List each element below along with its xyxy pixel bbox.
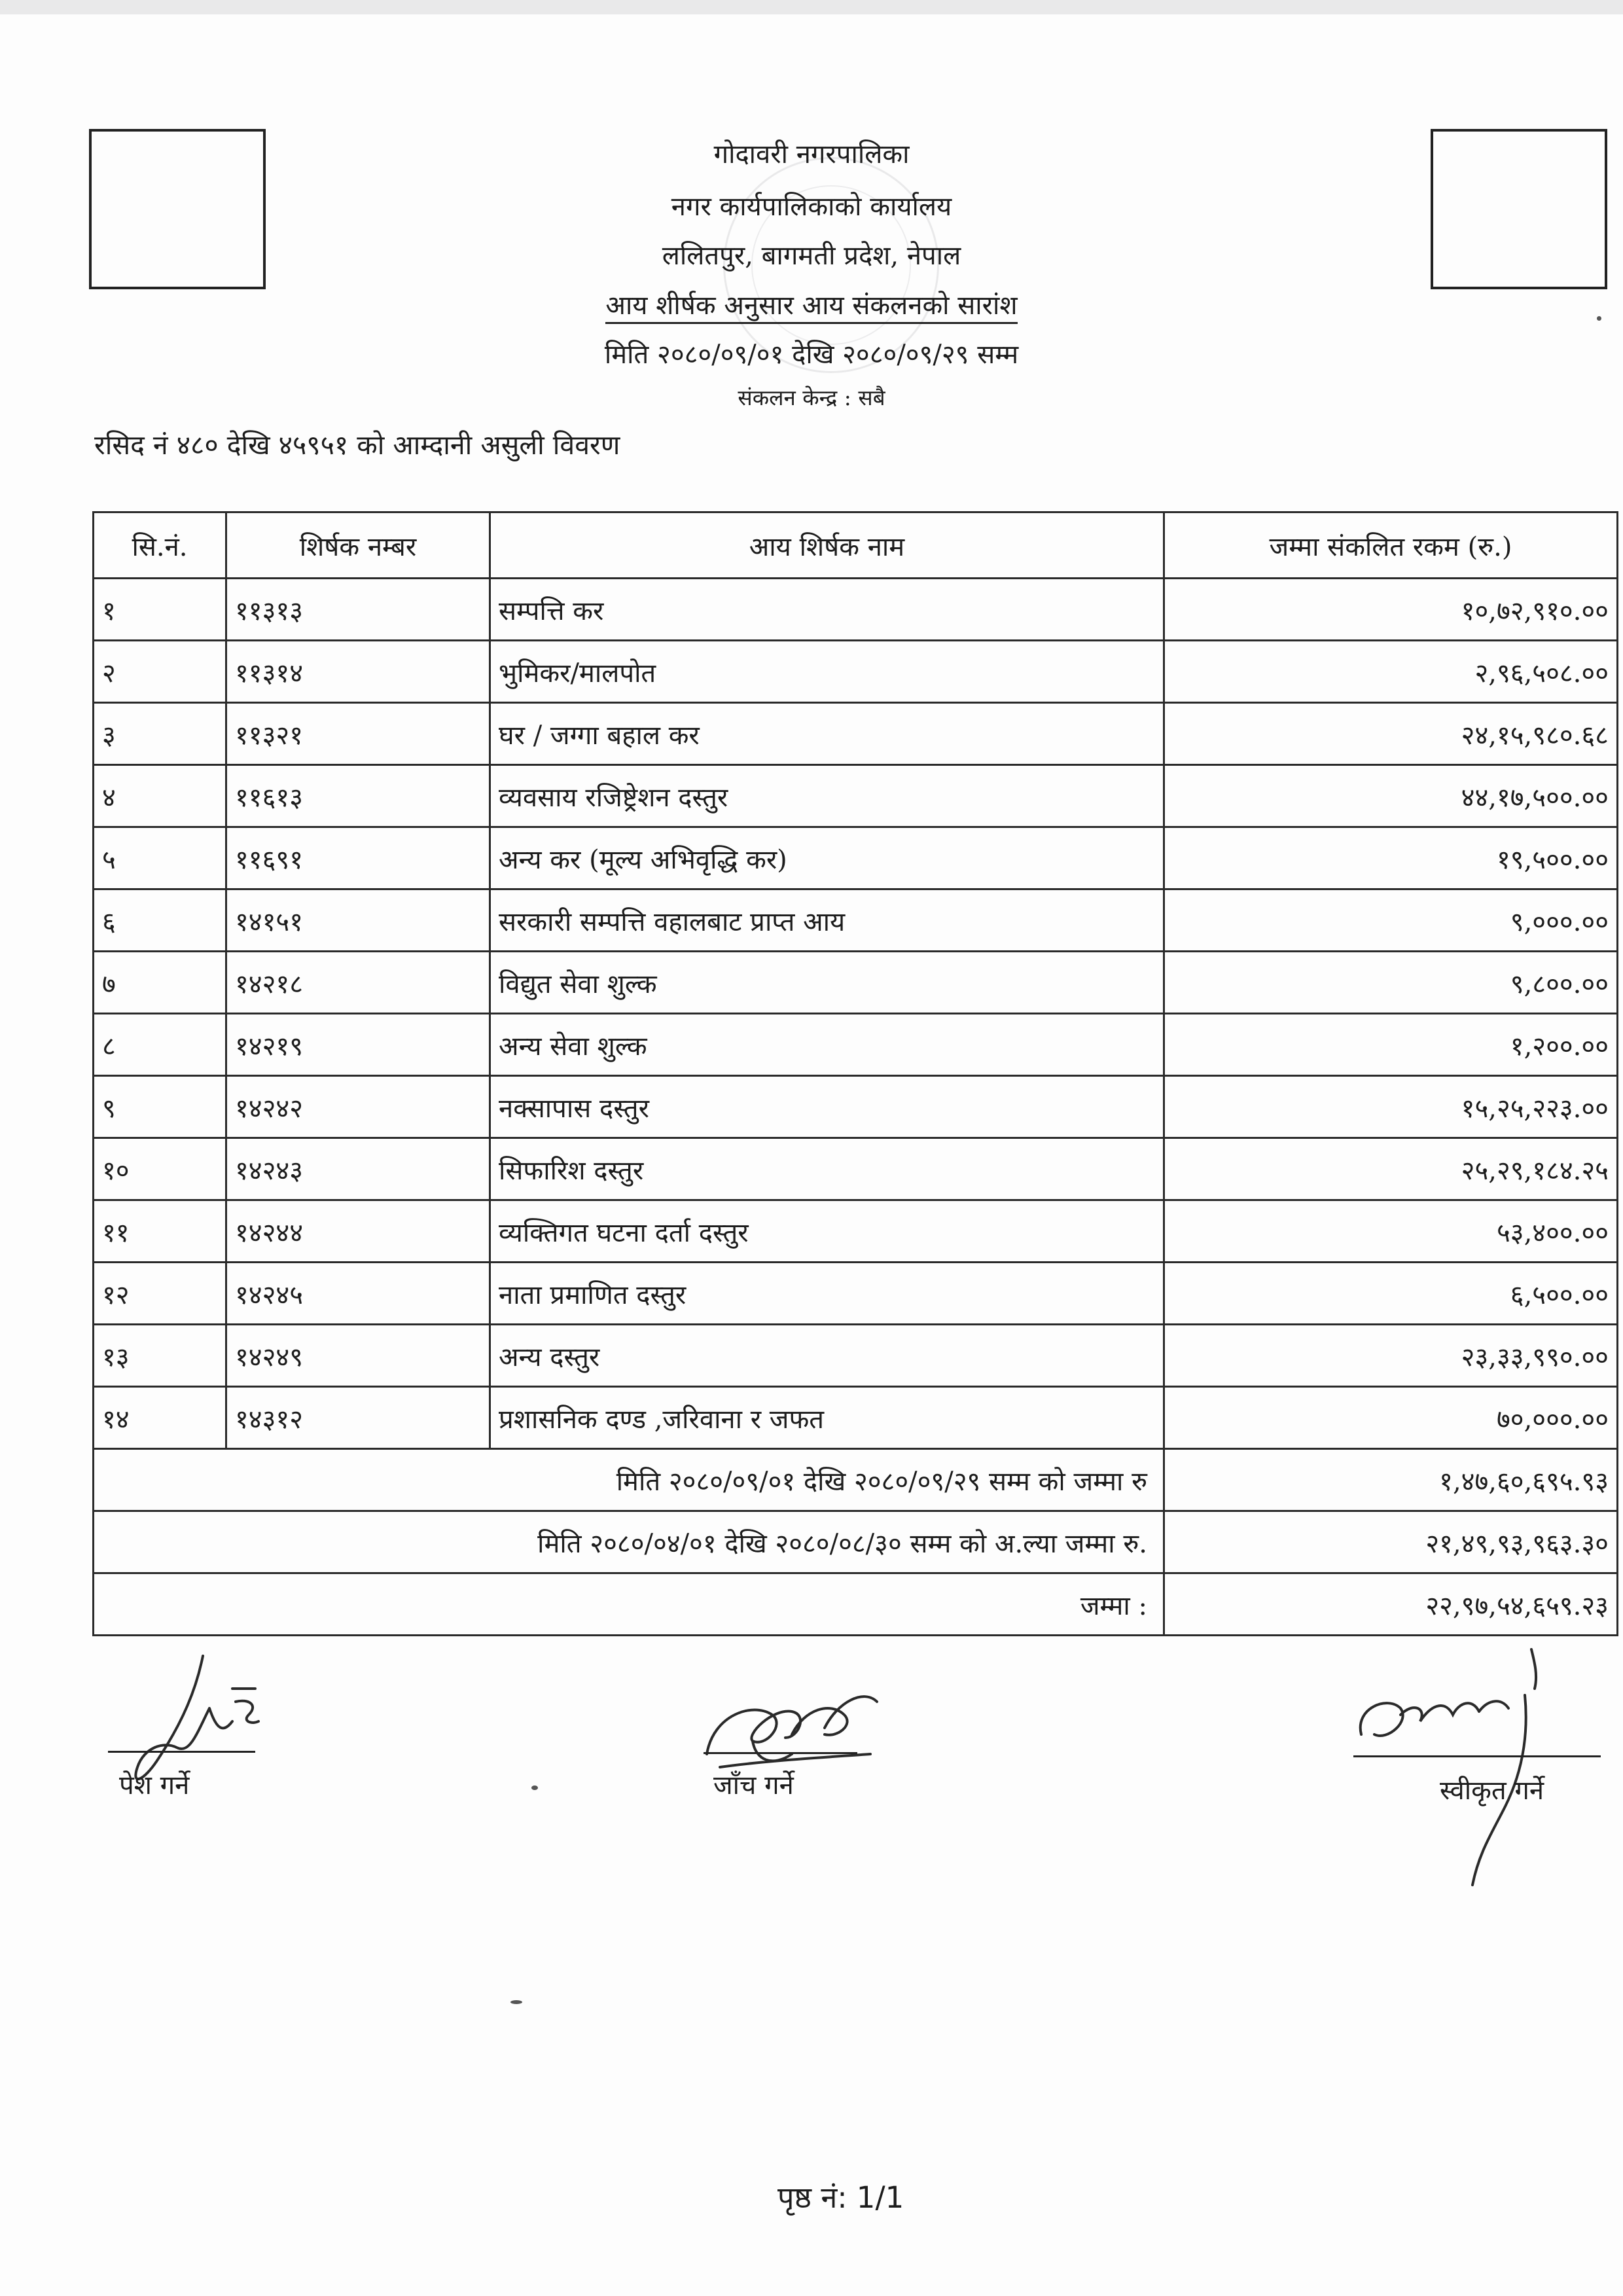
summary-row-previous-period	[94, 1511, 1618, 1573]
row-code: १४१५१	[226, 889, 490, 952]
row-amount: ६,५००.००	[1164, 1263, 1618, 1325]
row-amount: १९,५००.००	[1164, 827, 1618, 889]
table-row	[94, 1014, 1618, 1076]
row-code: ११६१३	[226, 765, 490, 827]
table-row	[94, 765, 1618, 827]
row-amount: १,२००.००	[1164, 1014, 1618, 1076]
table-row	[94, 579, 1618, 641]
approved-by-label: स्वीकृत गर्ने	[1440, 1776, 1544, 1806]
column-header-sn: सि.नं.	[94, 512, 226, 579]
row-amount: ४४,१७,५००.००	[1164, 765, 1618, 827]
table-header-row	[94, 512, 1618, 579]
row-code: ११६९१	[226, 827, 490, 889]
row-amount: ५३,४००.००	[1164, 1200, 1618, 1263]
page-number: पृष्ठ नं: 1/1	[777, 2180, 904, 2215]
row-code: १४२१९	[226, 1014, 490, 1076]
prepared-by-line	[108, 1751, 255, 1753]
table-row	[94, 889, 1618, 952]
grand-total-amount: २२,९७,५४,६५९.२३	[1164, 1573, 1618, 1636]
row-sn: १२	[94, 1263, 226, 1325]
row-name: व्यवसाय रजिष्ट्रेशन दस्तुर	[490, 765, 1164, 827]
prepared-by-label: पेश गर्ने	[119, 1770, 190, 1801]
row-sn: २	[94, 641, 226, 703]
row-name: भुमिकर/मालपोत	[490, 641, 1164, 703]
department-name: नगर कार्यपालिकाको कार्यालय	[671, 192, 952, 222]
grand-total-label: जम्मा :	[94, 1573, 1164, 1636]
row-sn: ३	[94, 703, 226, 765]
row-amount: १०,७२,९१०.००	[1164, 579, 1618, 641]
row-code: १४२४९	[226, 1325, 490, 1387]
row-name: घर / जग्गा बहाल कर	[490, 703, 1164, 765]
document-subtitle: आय शीर्षक अनुसार आय संकलनको सारांश	[0, 286, 1623, 325]
scan-speck	[531, 1785, 538, 1790]
row-amount: ९,८००.००	[1164, 952, 1618, 1014]
row-code: १४२४२	[226, 1076, 490, 1138]
row-name: सरकारी सम्पत्ति वहालबाट प्राप्त आय	[490, 889, 1164, 952]
row-name: नक्सापास दस्तुर	[490, 1076, 1164, 1138]
row-name: अन्य दस्तुर	[490, 1325, 1164, 1387]
table-row	[94, 1076, 1618, 1138]
scan-top-edge	[0, 0, 1623, 14]
row-code: १४२१८	[226, 952, 490, 1014]
row-name: नाता प्रमाणित दस्तुर	[490, 1263, 1164, 1325]
table-row	[94, 1138, 1618, 1200]
scan-speck	[1597, 316, 1601, 321]
row-sn: ४	[94, 765, 226, 827]
table-row	[94, 1387, 1618, 1449]
row-amount: ७०,०००.००	[1164, 1387, 1618, 1449]
summary-amount: १,४७,६०,६९५.९३	[1164, 1449, 1618, 1511]
table-row	[94, 952, 1618, 1014]
row-amount: ९,०००.००	[1164, 889, 1618, 952]
income-summary-table	[92, 511, 1618, 1636]
date-range: मिति २०८०/०९/०१ देखि २०८०/०९/२९ सम्म	[604, 340, 1019, 370]
column-header-code: शिर्षक नम्बर	[226, 512, 490, 579]
table-row	[94, 827, 1618, 889]
table-row	[94, 1200, 1618, 1263]
summary-amount: २१,४९,९३,९६३.३०	[1164, 1511, 1618, 1573]
row-amount: २४,१५,९८०.६८	[1164, 703, 1618, 765]
table-row	[94, 1263, 1618, 1325]
row-name: अन्य कर (मूल्य अभिवृद्धि कर)	[490, 827, 1164, 889]
summary-row-current-period	[94, 1449, 1618, 1511]
column-header-name: आय शिर्षक नाम	[490, 512, 1164, 579]
collection-center: संकलन केन्द्र : सबै	[738, 385, 885, 410]
row-name: विद्युत सेवा शुल्क	[490, 952, 1164, 1014]
scan-speck	[510, 2000, 522, 2004]
checked-by-line	[704, 1752, 857, 1754]
summary-row-grand-total	[94, 1573, 1618, 1636]
row-name: सिफारिश दस्तुर	[490, 1138, 1164, 1200]
row-amount: २,९६,५०८.००	[1164, 641, 1618, 703]
row-name: प्रशासनिक दण्ड ,जरिवाना र जफत	[490, 1387, 1164, 1449]
table-row	[94, 1325, 1618, 1387]
row-code: १४२४३	[226, 1138, 490, 1200]
row-name: सम्पत्ति कर	[490, 579, 1164, 641]
row-amount: २५,२९,१८४.२५	[1164, 1138, 1618, 1200]
row-sn: ६	[94, 889, 226, 952]
office-address: ललितपुर, बागमती प्रदेश, नेपाल	[662, 241, 961, 271]
row-sn: १४	[94, 1387, 226, 1449]
row-name: अन्य सेवा शुल्क	[490, 1014, 1164, 1076]
row-amount: १५,२५,२२३.००	[1164, 1076, 1618, 1138]
row-code: १४२४५	[226, 1263, 490, 1325]
approved-by-line	[1353, 1755, 1601, 1757]
row-code: ११३१३	[226, 579, 490, 641]
row-sn: १	[94, 579, 226, 641]
row-amount: २३,३३,९९०.००	[1164, 1325, 1618, 1387]
row-sn: १३	[94, 1325, 226, 1387]
row-sn: ११	[94, 1200, 226, 1263]
row-code: १४३१२	[226, 1387, 490, 1449]
receipt-range-line: रसिद नं ४८० देखि ४५९५१ को आम्दानी असुली विवरण	[94, 429, 620, 461]
row-sn: ८	[94, 1014, 226, 1076]
row-sn: ९	[94, 1076, 226, 1138]
row-sn: ५	[94, 827, 226, 889]
row-code: ११३२१	[226, 703, 490, 765]
office-name: गोदावरी नगरपालिका	[713, 139, 910, 170]
row-sn: १०	[94, 1138, 226, 1200]
column-header-amount: जम्मा संकलित रकम (रु.)	[1164, 512, 1618, 579]
row-sn: ७	[94, 952, 226, 1014]
checked-by-label: जाँच गर्ने	[713, 1770, 794, 1801]
row-name: व्यक्तिगत घटना दर्ता दस्तुर	[490, 1200, 1164, 1263]
summary-label: मिति २०८०/०९/०१ देखि २०८०/०९/२९ सम्म को जम्मा रु	[94, 1449, 1164, 1511]
table-row	[94, 641, 1618, 703]
summary-label: मिति २०८०/०४/०१ देखि २०८०/०८/३० सम्म को अ.ल्या जम्मा रु.	[94, 1511, 1164, 1573]
row-code: ११३१४	[226, 641, 490, 703]
table-row	[94, 703, 1618, 765]
row-code: १४२४४	[226, 1200, 490, 1263]
